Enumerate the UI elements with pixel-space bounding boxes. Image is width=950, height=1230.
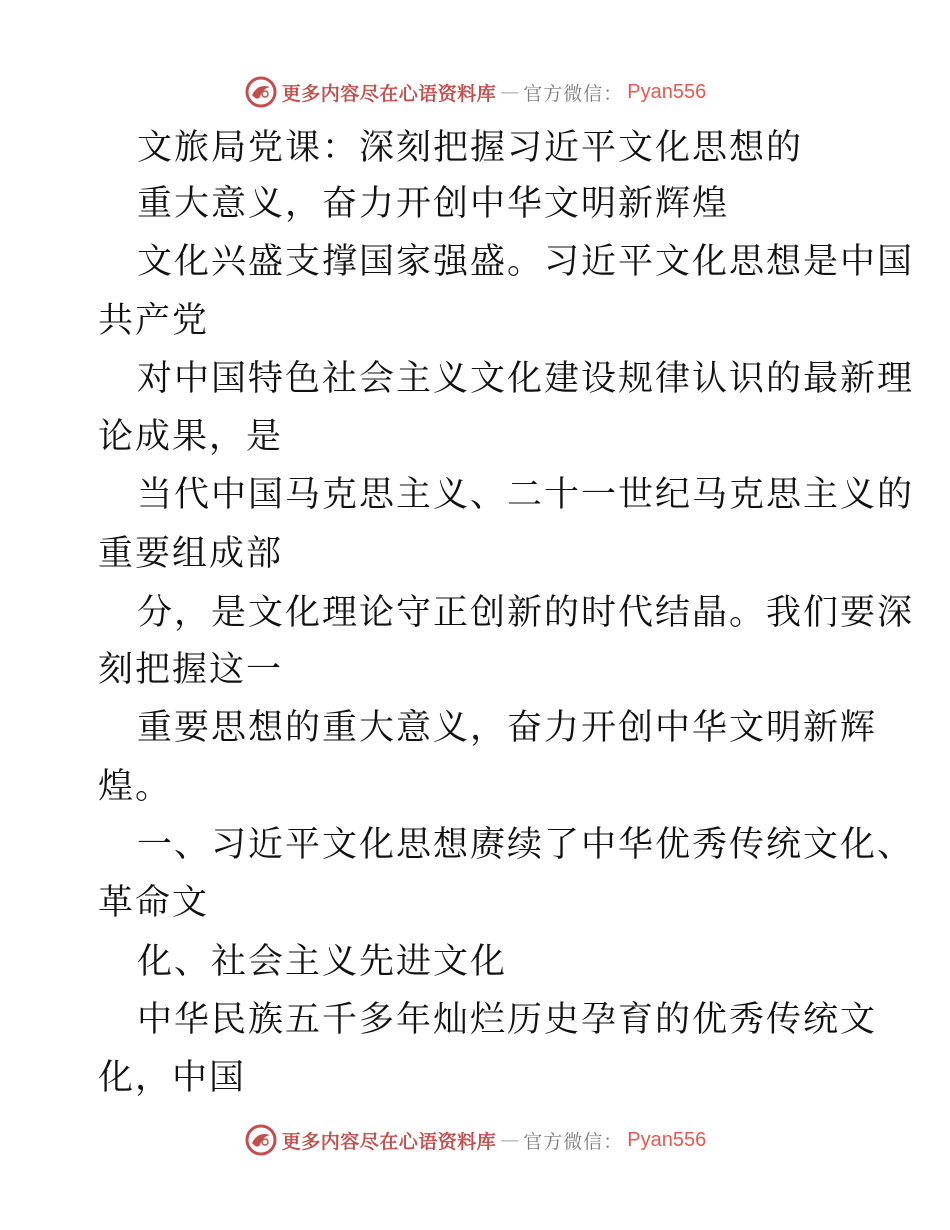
watermark-separator: —	[500, 1129, 520, 1151]
doc-section-heading-line: 化、社会主义先进文化	[137, 942, 508, 982]
doc-text-line: 分，是文化理论守正创新的时代结晶。我们要深	[137, 593, 915, 633]
watermark-label: 官方微信：	[523, 1130, 624, 1153]
watermark-brand-text: 更多内容尽在心语资料库	[281, 1130, 497, 1153]
watermark-brand-text: 更多内容尽在心语资料库	[281, 82, 497, 105]
doc-text-line: 刻把握这一	[98, 650, 284, 690]
doc-text-line: 煌。	[98, 767, 173, 807]
doc-section-heading-line: 革命文	[98, 883, 210, 923]
watermark-label: 官方微信：	[523, 82, 624, 105]
footer-watermark	[0, 1120, 950, 1160]
red-swirl-logo-icon	[244, 1123, 278, 1157]
doc-text-line: 对中国特色社会主义文化建设规律认识的最新理	[137, 359, 915, 399]
doc-text-line: 共产党	[98, 301, 210, 341]
doc-text-line: 当代中国马克思主义、二十一世纪马克思主义的	[137, 475, 915, 515]
doc-text-line: 重要组成部	[98, 534, 284, 574]
doc-text-line: 重要思想的重大意义，奋力开创中华文明新辉	[137, 708, 878, 748]
watermark-wechat-id: Pyan556	[627, 1128, 707, 1151]
doc-text-line: 化，中国	[98, 1058, 247, 1098]
doc-title-line-1: 文旅局党课：深刻把握习近平文化思想的	[137, 128, 804, 168]
doc-text-line: 中华民族五千多年灿烂历史孕育的优秀传统文	[137, 1000, 878, 1040]
doc-section-heading-line: 一、习近平文化思想赓续了中华优秀传统文化、	[137, 825, 915, 865]
watermark-wechat-id: Pyan556	[627, 80, 707, 103]
doc-text-line: 文化兴盛支撑国家强盛。习近平文化思想是中国	[137, 242, 915, 282]
doc-title-line-2: 重大意义，奋力开创中华文明新辉煌	[137, 184, 730, 224]
doc-text-line: 论成果，是	[98, 417, 284, 457]
watermark-separator: —	[500, 81, 520, 103]
